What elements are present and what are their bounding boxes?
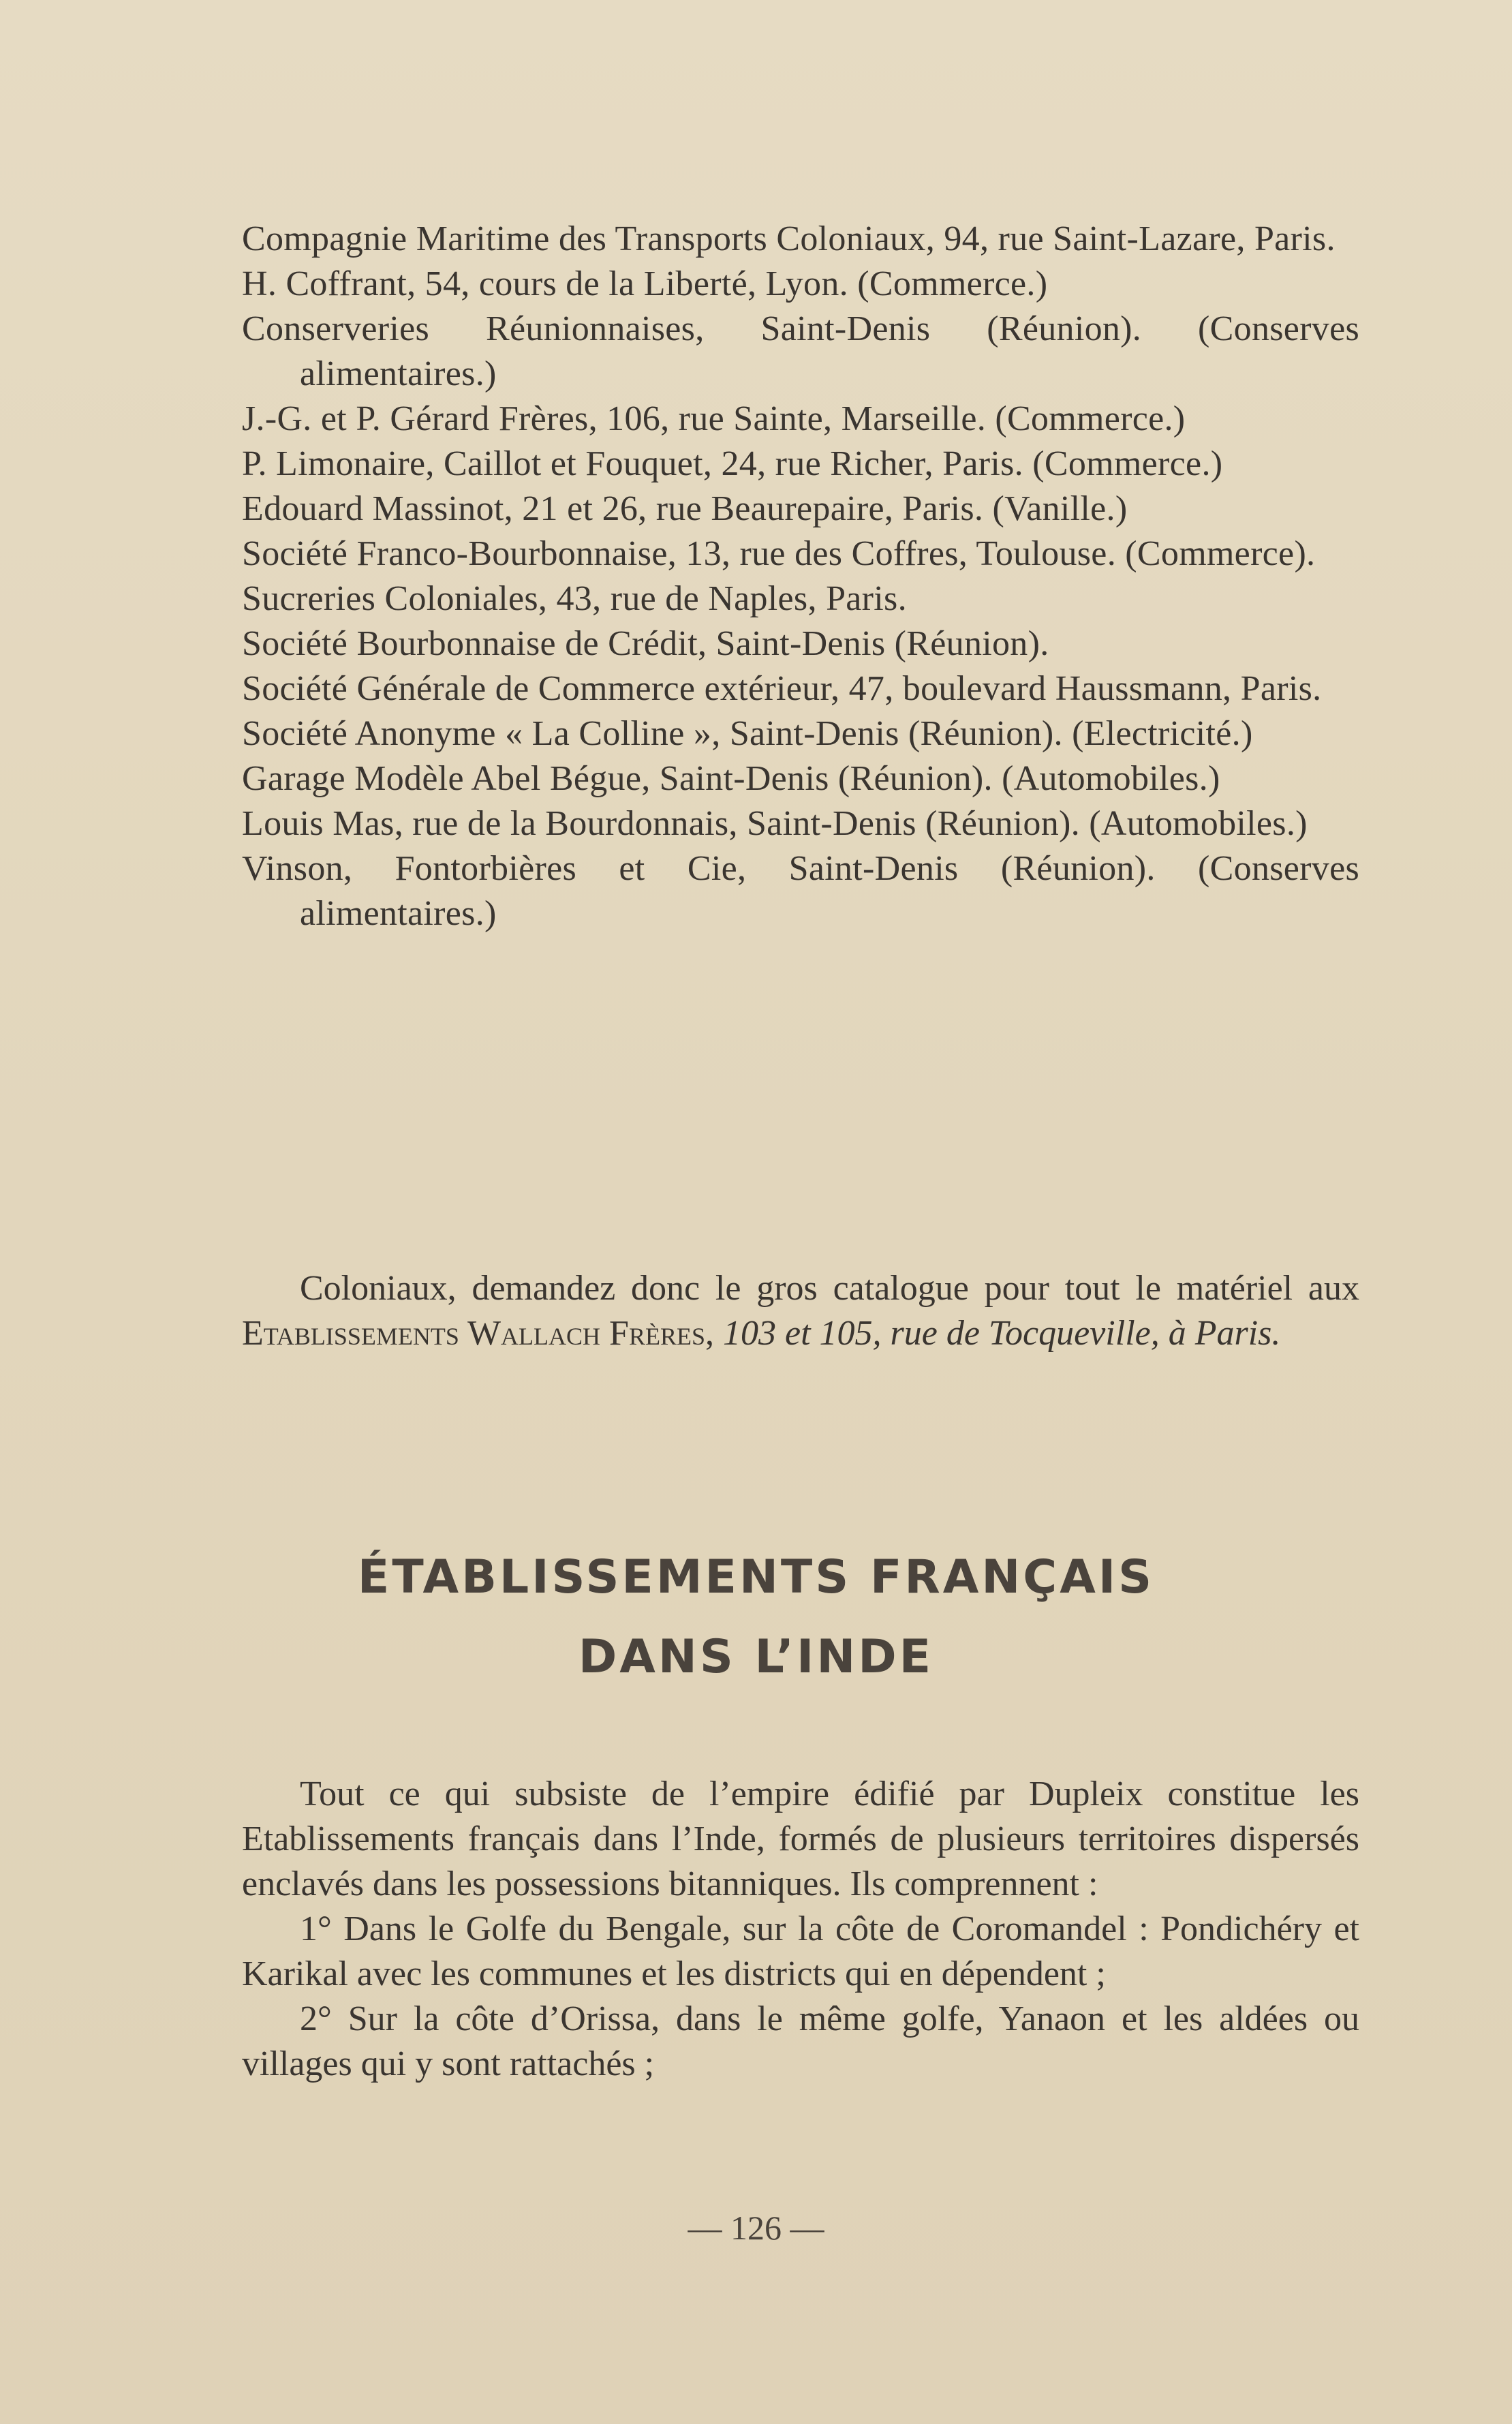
list-item: Edouard Massinot, 21 et 26, rue Beaurepaire, Paris. (Vanille.) [242, 489, 1128, 528]
section-title-line-2: DANS L’INDE [578, 1630, 934, 1684]
list-item: H. Coffrant, 54, cours de la Liberté, Lyon. (Commerce.) [242, 264, 1048, 303]
list-item: Société Générale de Commerce extérieur, 47, boulevard Haussmann, Paris. [242, 669, 1322, 708]
paragraph: 2° Sur la côte d’Orissa, dans le même golfe, Yanaon et les aldées ou villages qui y sont rattachés ; [242, 1999, 1359, 2083]
company-list [242, 217, 1359, 936]
list-item: Société Anonyme « La Colline », Saint-Denis (Réunion). (Electricité.) [242, 714, 1253, 753]
list-item: Conserveries Réunionnaises, Saint-Denis (Réunion). (Conserves alimentaires.) [242, 309, 1359, 393]
advert-company: Etablissements Wallach Frères, [242, 1314, 714, 1353]
list-item: Vinson, Fontorbières et Cie, Saint-Denis (Réunion). (Conserves alimentaires.) [242, 849, 1359, 933]
list-item: Louis Mas, rue de la Bourdonnais, Saint-Denis (Réunion). (Automobiles.) [242, 804, 1308, 843]
page-number: — 126 — [688, 2209, 824, 2247]
list-item: Compagnie Maritime des Transports Coloniaux, 94, rue Saint-Lazare, Paris. [242, 219, 1336, 258]
list-item: Garage Modèle Abel Bégue, Saint-Denis (Réunion). (Automobiles.) [242, 759, 1220, 798]
list-item: Société Bourbonnaise de Crédit, Saint-Denis (Réunion). [242, 624, 1049, 663]
section-title-line-1: ÉTABLISSEMENTS FRANÇAIS [357, 1550, 1155, 1604]
list-item: J.-G. et P. Gérard Frères, 106, rue Sainte, Marseille. (Commerce.) [242, 399, 1186, 438]
catalogue-advert [242, 1266, 1359, 1356]
advert-address: 103 et 105, rue de Tocqueville, à Paris. [722, 1314, 1281, 1353]
section-body [242, 1772, 1359, 2087]
list-item: P. Limonaire, Caillot et Fouquet, 24, rue Richer, Paris. (Commerce.) [242, 444, 1223, 483]
paragraph: Tout ce qui subsiste de l’empire édifié par Dupleix constitue les Etablissements français dans l’Inde, formés de plusieurs territoires dispersés enclavés dans les possessions bitanniques. Ils comprennent : [242, 1775, 1359, 1903]
paragraph: 1° Dans le Golfe du Bengale, sur la côte de Coromandel : Pondichéry et Karikal avec les communes et les districts qui en dépendent ; [242, 1909, 1359, 1993]
advert-intro: Coloniaux, demandez donc le gros catalogue pour tout le matériel aux [300, 1269, 1359, 1308]
list-item: Sucreries Coloniales, 43, rue de Naples, Paris. [242, 579, 907, 618]
list-item: Société Franco-Bourbonnaise, 13, rue des Coffres, Toulouse. (Commerce). [242, 534, 1316, 573]
